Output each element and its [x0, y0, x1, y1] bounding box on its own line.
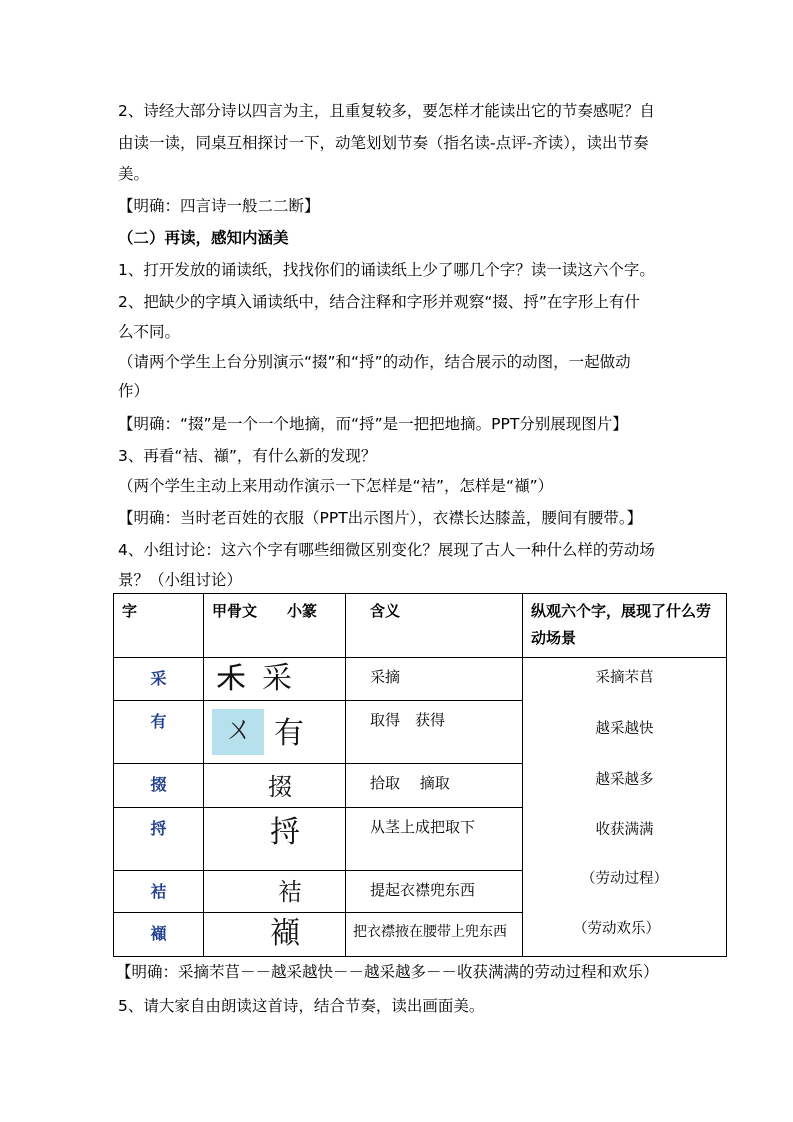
oracle-glyph-image: ㄨ — [224, 712, 254, 747]
character-table — [113, 593, 727, 957]
row-meaning: 从茎上成把取下 — [346, 808, 523, 871]
row-glyphs — [204, 701, 346, 764]
note-clothing: 【明确：当时老百姓的衣服（PPT出示图片），衣襟长达膝盖，腰间有腰带。】 — [118, 509, 643, 527]
header-scene — [523, 594, 727, 658]
row-char: 襭 — [114, 913, 204, 957]
row-meaning: 提起衣襟兜东西 — [346, 871, 523, 913]
note-summary: 【明确：采摘芣苢－－越采越快－－越采越多－－收获满满的劳动过程和欢乐） — [116, 963, 659, 981]
seal-glyph-image: 有 — [274, 716, 304, 751]
row-glyphs — [204, 808, 346, 871]
seal-glyph-image: 掇 — [268, 773, 292, 801]
paragraph-demo-line2: 作） — [118, 382, 150, 400]
paragraph-jie-xie-demo: （两个学生主动上来用动作演示一下怎样是“袺”，怎样是“襭”） — [118, 477, 554, 495]
row-meaning: 把衣襟掖在腰带上兜东西 — [346, 913, 523, 957]
header-meaning: 含义 — [346, 594, 523, 658]
paragraph-fill-line2: 么不同。 — [118, 323, 181, 341]
paragraph-rhythm-line3: 美。 — [118, 165, 150, 183]
section-heading: （二）再读，感知内涵美 — [118, 229, 289, 247]
row-char: 捋 — [114, 808, 204, 871]
paragraph-demo-line1: （请两个学生上台分别演示“掇”和“捋”的动作，结合展示的动图，一起做动 — [118, 353, 631, 371]
paragraph-rhythm-line1: 2、诗经大部分诗以四言为主，且重复较多，要怎样才能读出它的节奏感呢？自 — [118, 102, 655, 120]
oracle-glyph-image: 𥝌 — [216, 661, 246, 696]
scene-item: 越采越快 — [595, 721, 654, 737]
row-char: 掇 — [114, 764, 204, 808]
paragraph-find-missing: 1、打开发放的诵读纸，找找你们的诵读纸上少了哪几个字？读一读这六个字。 — [118, 261, 655, 279]
row-meaning: 拾取 摘取 — [346, 764, 523, 808]
note-duo-lv: 【明确：“掇”是一个一个地摘，而“捋”是一把把地摘。PPT分别展现图片】 — [118, 415, 628, 433]
seal-glyph-image: 捋 — [270, 815, 300, 850]
row-char: 袺 — [114, 871, 204, 913]
header-scene-line2: 动场景 — [531, 629, 577, 647]
paragraph-rhythm-line2: 由读一读，同桌互相探讨一下，动笔划划节奏（指名读-点评-齐读），读出节奏 — [118, 134, 649, 152]
paragraph-jie-xie: 3、再看“袺、襭”，有什么新的发现？ — [118, 447, 377, 465]
row-glyphs — [204, 764, 346, 808]
note-four-character: 【明确：四言诗一般二二断】 — [118, 197, 320, 215]
header-char: 字 — [114, 594, 204, 658]
scene-item: 收获满满 — [595, 822, 654, 838]
paragraph-discussion-line2: 景？（小组讨论） — [118, 571, 243, 589]
seal-glyph-image: 袺 — [278, 878, 302, 906]
seal-glyph-image: 襭 — [270, 916, 300, 951]
scene-item: （劳动欢乐） — [573, 921, 660, 937]
table-header-row — [114, 594, 727, 658]
header-scene-line1: 纵观六个字，展现了什么劳 — [531, 602, 712, 620]
row-glyphs — [204, 913, 346, 957]
header-script: 甲骨文 小篆 — [204, 594, 346, 658]
scene-cell — [523, 658, 727, 957]
scene-item: 越采越多 — [595, 772, 654, 788]
scene-item: （劳动过程） — [581, 871, 668, 887]
paragraph-fill-line1: 2、把缺少的字填入诵读纸中，结合注释和字形并观察“掇、捋”在字形上有什 — [118, 293, 640, 311]
table-row — [114, 658, 727, 701]
row-glyphs — [204, 658, 346, 701]
seal-glyph-image: 采 — [262, 661, 292, 696]
paragraph-read-aloud: 5、请大家自由朗读这首诗，结合节奏，读出画面美。 — [118, 997, 485, 1015]
row-glyphs — [204, 871, 346, 913]
row-meaning: 取得 获得 — [346, 701, 523, 764]
row-meaning: 采摘 — [346, 658, 523, 701]
scene-item: 采摘芣苢 — [595, 670, 654, 686]
row-char: 采 — [114, 658, 204, 701]
paragraph-discussion-line1: 4、小组讨论：这六个字有哪些细微区别变化？展现了古人一种什么样的劳动场 — [118, 541, 655, 559]
row-char: 有 — [114, 701, 204, 764]
